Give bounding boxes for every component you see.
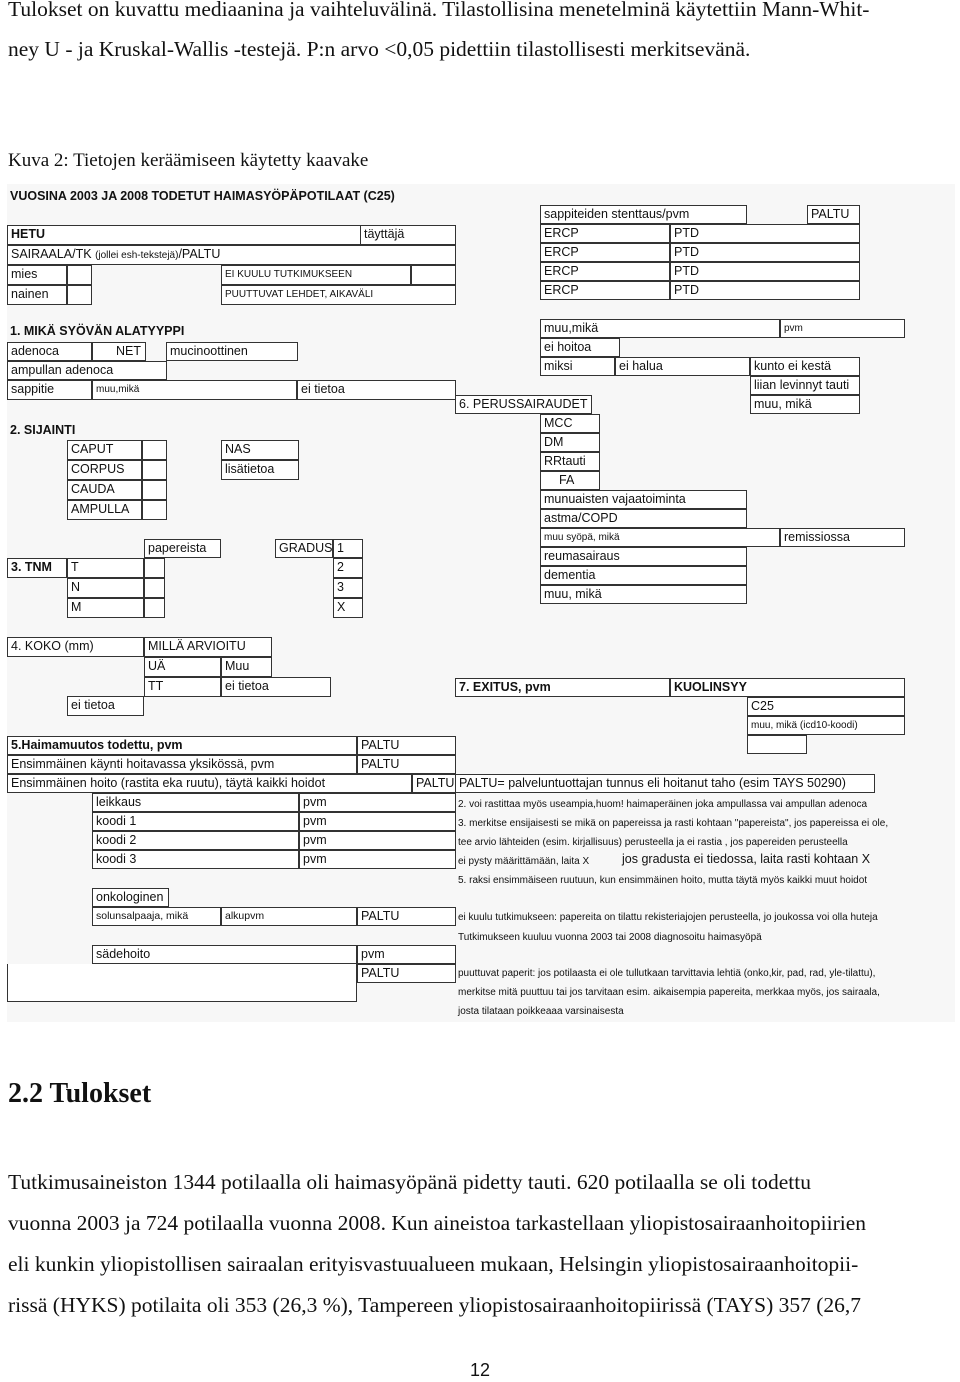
- paltu-2: PALTU: [357, 755, 456, 774]
- ampullan-field: ampullan adenoca: [7, 361, 167, 380]
- figure-caption: Kuva 2: Tietojen keräämiseen käytetty kaavake: [8, 150, 369, 171]
- nas-field: NAS: [221, 440, 299, 460]
- icd10-box: [747, 735, 807, 754]
- note-3: 3. merkitse ensijaisesti se mikä on papereissa ja rasti kohtaan "papereista", jos papereissa ei ole,: [458, 818, 889, 829]
- koodi-3-pvm: pvm: [299, 850, 456, 869]
- mucinoottinen-field: mucinoottinen: [166, 342, 298, 361]
- note-3b: tee arvio lähteiden (esim. kirjallisuus) perusteella ja ei rastia , jos papereiden perusteella: [458, 837, 848, 848]
- tayttaja-field: täyttäjä: [360, 225, 456, 245]
- adenoca-field: adenoca: [7, 342, 92, 361]
- ensimmainen-kaynti-field: Ensimmäinen käynti hoitavassa yksikössä, pvm: [7, 755, 357, 774]
- blank-footer-cell: [7, 964, 357, 1002]
- cauda-field: CAUDA: [67, 480, 142, 500]
- intro-line-1: Tulokset on kuvattu mediaanina ja vaihteluvälinä. Tilastollisina menetelminä käytettiin Mann-Whit-: [8, 0, 870, 21]
- note-2: 2. voi rastittaa myös useampia,huom! haimaperäinen joka ampullassa vai ampullan adenoca: [458, 799, 868, 810]
- tnm-t: T: [67, 558, 144, 578]
- sadehoito-pvm: pvm: [357, 945, 456, 964]
- koodi-3-field: koodi 3: [92, 850, 299, 869]
- tnm-m: M: [67, 598, 144, 618]
- c25-field: C25: [747, 697, 905, 716]
- note-3d: jos gradusta ei tiedossa, laita rasti kohtaan X: [622, 852, 871, 866]
- ensimmainen-hoito-field: Ensimmäinen hoito (rastita eka ruutu), täytä kaikki hoidot: [7, 774, 412, 793]
- t-checkbox: [144, 558, 165, 578]
- nainen-field: nainen: [7, 285, 67, 305]
- papereista-field: papereista: [144, 539, 221, 558]
- nainen-checkbox: [67, 285, 92, 305]
- ercp-1: ERCP: [540, 224, 670, 243]
- muu-mika-3: muu, mikä: [540, 585, 747, 604]
- paltu-1: PALTU: [357, 736, 456, 755]
- ampulla-field: AMPULLA: [67, 500, 142, 520]
- paltu-note: PALTU= palveluntuottajan tunnus eli hoitanut taho (esim TAYS 50290): [455, 774, 875, 793]
- leikkaus-pvm: pvm: [299, 793, 456, 812]
- sairaala-note: (jollei esh-tekstejä): [95, 250, 179, 261]
- kuolinsyy-field: KUOLINSYY: [670, 678, 905, 697]
- data-collection-form: [7, 184, 955, 1022]
- caput-field: CAPUT: [67, 440, 142, 460]
- section-6-title: 6. PERUSSAIRAUDET: [455, 395, 592, 414]
- corpus-checkbox: [142, 460, 167, 480]
- dm-field: DM: [540, 433, 600, 452]
- levinnyt-field: liian levinnyt tauti: [750, 376, 860, 395]
- section-4-title: 4. KOKO (mm): [7, 637, 144, 657]
- solunsalpaaja-field: solunsalpaaja, mikä: [92, 907, 221, 926]
- koodi-1-field: koodi 1: [92, 812, 299, 831]
- kunto-field: kunto ei kestä: [750, 357, 860, 376]
- ptd-2: PTD: [670, 243, 860, 262]
- alkupvm-field: alkupvm: [221, 907, 357, 926]
- ptd-1: PTD: [670, 224, 860, 243]
- hetu-field: HETU: [7, 225, 362, 245]
- rrtauti-field: RRtauti: [540, 452, 600, 471]
- note-3c: ei pysty määrittämään, laita X: [458, 856, 590, 867]
- ercp-4: ERCP: [540, 281, 670, 300]
- ei-halua-field: ei halua: [615, 357, 750, 376]
- munuaisten-field: munuaisten vajaatoiminta: [540, 490, 747, 509]
- section-7-title: 7. EXITUS, pvm: [455, 678, 670, 697]
- intro-line-2: ney U - ja Kruskal-Wallis -testejä. P:n arvo <0,05 pidettiin tilastollisesti merkitsevänä.: [8, 37, 751, 61]
- corpus-field: CORPUS: [67, 460, 142, 480]
- paltu-3: PALTU: [412, 774, 459, 793]
- dementia-field: dementia: [540, 566, 747, 585]
- n-checkbox: [144, 578, 165, 598]
- body-line-4: rissä (HYKS) potilaita oli 353 (26,3 %), Tampereen yliopistosairaanhoitopiirissä (TAYS) 357 (26,7: [8, 1293, 862, 1317]
- sairaala-field: [7, 245, 456, 265]
- koodi-2-field: koodi 2: [92, 831, 299, 850]
- ptd-4: PTD: [670, 281, 860, 300]
- gradus-field: GRADUS: [275, 539, 333, 558]
- body-line-2: vuonna 2003 ja 724 potilaalla vuonna 2008. Kun aineistoa tarkastellaan yliopistosairaanhoitopiirien: [8, 1211, 867, 1235]
- gradus-1: 1: [333, 539, 363, 558]
- koodi-2-pvm: pvm: [299, 831, 456, 850]
- stent-paltu: PALTU: [807, 205, 860, 224]
- section-heading: 2.2 Tulokset: [8, 1078, 152, 1109]
- mcc-field: MCC: [540, 414, 600, 433]
- paltu-4: PALTU: [357, 907, 456, 926]
- muu-syopa-field: muu syöpä, mikä: [540, 528, 780, 547]
- fa-field: FA: [540, 471, 600, 490]
- onkologinen-field: onkologinen: [92, 888, 169, 907]
- sairaala-label: SAIRAALA/TK: [11, 247, 96, 261]
- gradus-3: 3: [333, 578, 363, 598]
- remissiossa-field: remissiossa: [780, 528, 905, 547]
- ercp-2: ERCP: [540, 243, 670, 262]
- lisatietoa-field: lisätietoa: [221, 460, 299, 480]
- milla-arvioitu-field: MILLÄ ARVIOITU: [144, 637, 272, 657]
- ei-tietoa-2-field: ei tietoa: [221, 677, 331, 697]
- tt-field: TT: [144, 677, 221, 697]
- reuma-field: reumasairaus: [540, 547, 747, 566]
- mies-field: mies: [7, 265, 67, 285]
- miksi-field: miksi: [540, 357, 615, 376]
- section-2-title: 2. SIJAINTI: [10, 423, 76, 437]
- icd10-field: muu, mikä (icd10-koodi): [747, 716, 905, 735]
- page-number: 12: [469, 1360, 491, 1380]
- ptd-3: PTD: [670, 262, 860, 281]
- muu-field: Muu: [221, 657, 272, 677]
- astma-field: astma/COPD: [540, 509, 747, 528]
- ei-kuulu-field: EI KUULU TUTKIMUKSEEN: [221, 265, 411, 285]
- cauda-checkbox: [142, 480, 167, 500]
- ampulla-checkbox: [142, 500, 167, 520]
- note-5: 5. raksi ensimmäiseen ruutuun, kun ensimmäinen hoito, mutta täytä myös kaikki muut hoidot: [458, 875, 868, 886]
- sairaala-paltu: /PALTU: [178, 247, 221, 261]
- caput-checkbox: [142, 440, 167, 460]
- ua-field: UÄ: [144, 657, 221, 677]
- stent-field: sappiteiden stenttaus/pvm: [540, 205, 747, 224]
- hoito-pvm: pvm: [780, 319, 905, 338]
- body-line-1: Tutkimusaineiston 1344 potilaalla oli haimasyöpänä pidetty tauti. 620 potilaalla se oli todettu: [8, 1170, 811, 1194]
- ercp-3: ERCP: [540, 262, 670, 281]
- puuttuvat-field: PUUTTUVAT LEHDET, AIKAVÄLI: [221, 285, 456, 305]
- m-checkbox: [144, 598, 165, 618]
- hoito-muu-mika: muu,mikä: [540, 319, 780, 338]
- ei-hoitoa-field: ei hoitoa: [540, 338, 620, 357]
- section-1-title: 1. MIKÄ SYÖVÄN ALATYYPPI: [10, 324, 185, 338]
- paltu-5: PALTU: [357, 964, 456, 983]
- ei-tietoa-field: ei tietoa: [297, 380, 456, 400]
- note-puuttuvat-2: merkitse mitä puuttuu tai jos tarvitaan esim. aikaisempia papereita, merkkaa myös, jos sairaala,: [458, 987, 880, 998]
- note-ei-kuulu-2: Tutkimukseen kuuluu vuonna 2003 tai 2008 diagnosoitu haimasyöpä: [458, 932, 762, 943]
- ei-kuulu-checkbox: [411, 265, 456, 285]
- koodi-1-pvm: pvm: [299, 812, 456, 831]
- section-5-title: 5.Haimamuutos todettu, pvm: [7, 736, 357, 755]
- sadehoito-field: sädehoito: [92, 945, 357, 964]
- muu-mika-field: muu,mikä: [92, 380, 297, 400]
- net-field: NET: [92, 342, 146, 361]
- leikkaus-field: leikkaus: [92, 793, 299, 812]
- form-title: VUOSINA 2003 JA 2008 TODETUT HAIMASYÖPÄPOTILAAT (C25): [10, 189, 395, 203]
- sappitie-field: sappitie: [7, 380, 92, 400]
- mies-checkbox: [67, 265, 92, 285]
- note-ei-kuulu-1: ei kuulu tutkimukseen: papereita on tilattu rekisteriajojen perusteella, jo joukossa voi olla huteja: [458, 912, 878, 923]
- note-puuttuvat-1: puuttuvat paperit: jos potilaasta ei ole tullutkaan tarvittavia lehtiä (onko,kir, pad, rad, yle-tilattu),: [458, 968, 876, 979]
- gradus-2: 2: [333, 558, 363, 578]
- note-puuttuvat-3: josta tilataan poikkeaaa varsinaisesta: [458, 1006, 624, 1017]
- muu-mika-2: muu, mikä: [750, 395, 860, 414]
- body-line-3: eli kunkin yliopistollisen sairaalan erityisvastuualueen mukaan, Helsingin yliopistosairaanhoitopii-: [8, 1252, 859, 1276]
- gradus-x: X: [333, 598, 363, 618]
- section-3-title: 3. TNM: [7, 558, 67, 578]
- ei-tietoa-3-field: ei tietoa: [67, 696, 144, 716]
- tnm-n: N: [67, 578, 144, 598]
